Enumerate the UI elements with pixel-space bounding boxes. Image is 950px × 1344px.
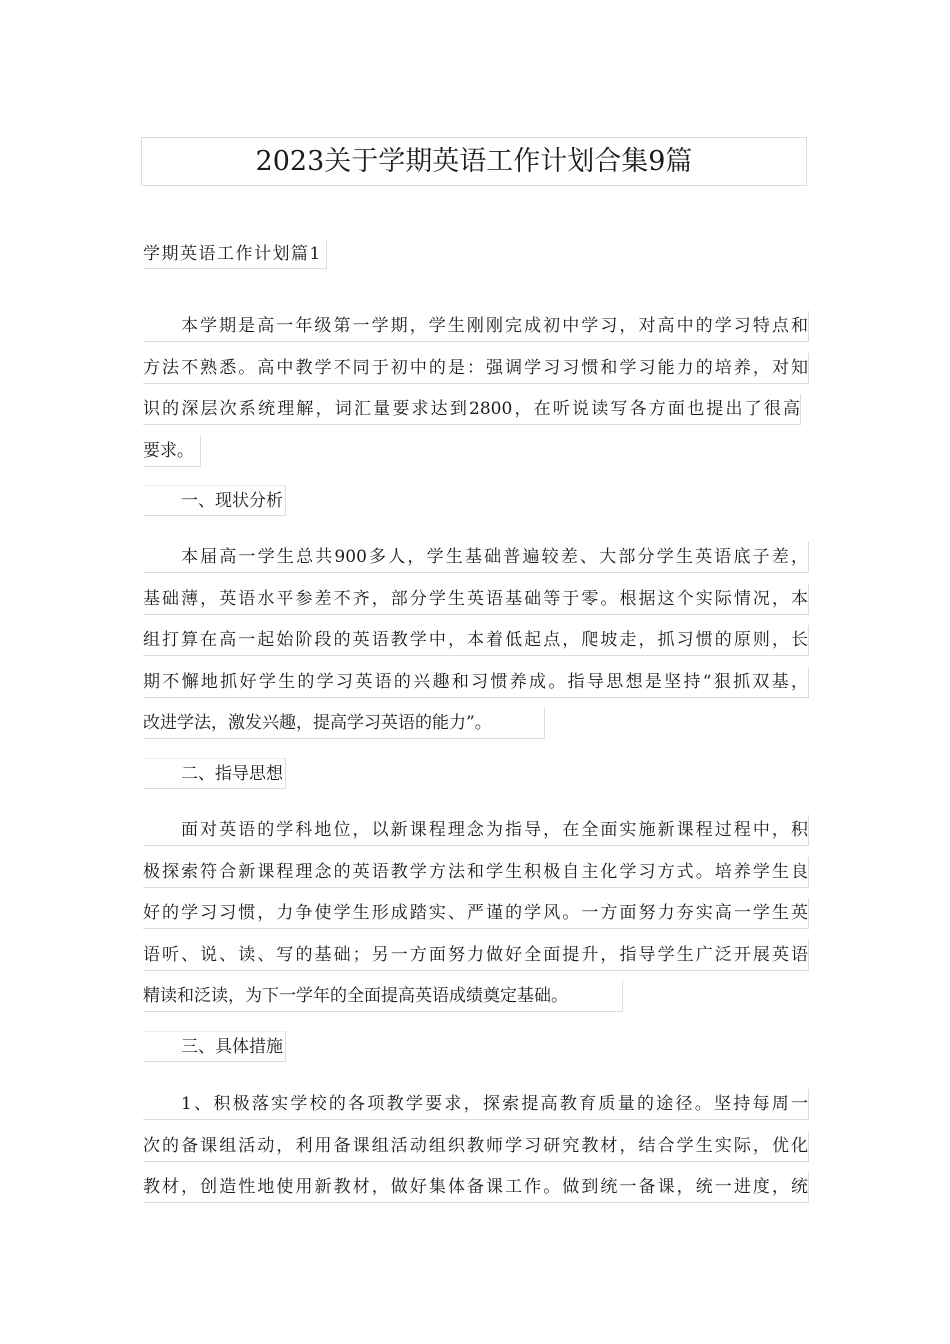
section-heading-measures: 三、具体措施 <box>143 1031 286 1062</box>
guidance-paragraph <box>143 815 809 1023</box>
paragraph-line: 教材，创造性地使用新教材，做好集体备课工作。做到统一备课，统一进度，统 <box>143 1172 809 1203</box>
section-heading-status: 一、现状分析 <box>143 485 286 516</box>
paragraph-line: 识的深层次系统理解，词汇量要求达到2800，在听说读写各方面也提出了很高 <box>143 394 801 425</box>
article-heading: 学期英语工作计划篇1 <box>143 239 327 269</box>
paragraph-line: 本学期是高一年级第一学期，学生刚刚完成初中学习，对高中的学习特点和 <box>143 311 809 342</box>
measures-paragraph <box>143 1089 809 1214</box>
paragraph-line: 要求。 <box>143 436 201 467</box>
paragraph-line: 次的备课组活动，利用备课组活动组织教师学习研究教材，结合学生实际，优化 <box>143 1131 809 1162</box>
paragraph-line: 精读和泛读，为下一学年的全面提高英语成绩奠定基础。 <box>143 981 623 1012</box>
paragraph-line: 方法不熟悉。高中教学不同于初中的是：强调学习习惯和学习能力的培养，对知 <box>143 353 809 384</box>
paragraph-line: 改进学法，激发兴趣，提高学习英语的能力”。 <box>143 708 545 739</box>
paragraph-line: 组打算在高一起始阶段的英语教学中，本着低起点，爬坡走，抓习惯的原则，长 <box>143 625 809 656</box>
paragraph-line: 本届高一学生总共900多人，学生基础普遍较差、大部分学生英语底子差， <box>143 542 809 573</box>
status-paragraph <box>143 542 809 750</box>
paragraph-line: 期不懈地抓好学生的学习英语的兴趣和习惯养成。指导思想是坚持“狠抓双基， <box>143 667 809 698</box>
paragraph-line: 语听、说、读、写的基础；另一方面努力做好全面提升，指导学生广泛开展英语 <box>143 940 809 971</box>
paragraph-line: 1、积极落实学校的各项教学要求，探索提高教育质量的途径。坚持每周一 <box>143 1089 809 1120</box>
paragraph-line: 面对英语的学科地位，以新课程理念为指导，在全面实施新课程过程中，积 <box>143 815 809 846</box>
paragraph-line: 极探索符合新课程理念的英语教学方法和学生积极自主化学习方式。培养学生良 <box>143 857 809 888</box>
section-heading-guidance: 二、指导思想 <box>143 758 286 789</box>
intro-paragraph <box>143 311 809 477</box>
paragraph-line: 好的学习习惯，力争使学生形成踏实、严谨的学风。一方面努力夯实高一学生英 <box>143 898 809 929</box>
document-title: 2023关于学期英语工作计划合集9篇 <box>141 137 807 186</box>
paragraph-line: 基础薄，英语水平参差不齐，部分学生英语基础等于零。根据这个实际情况，本 <box>143 584 809 615</box>
